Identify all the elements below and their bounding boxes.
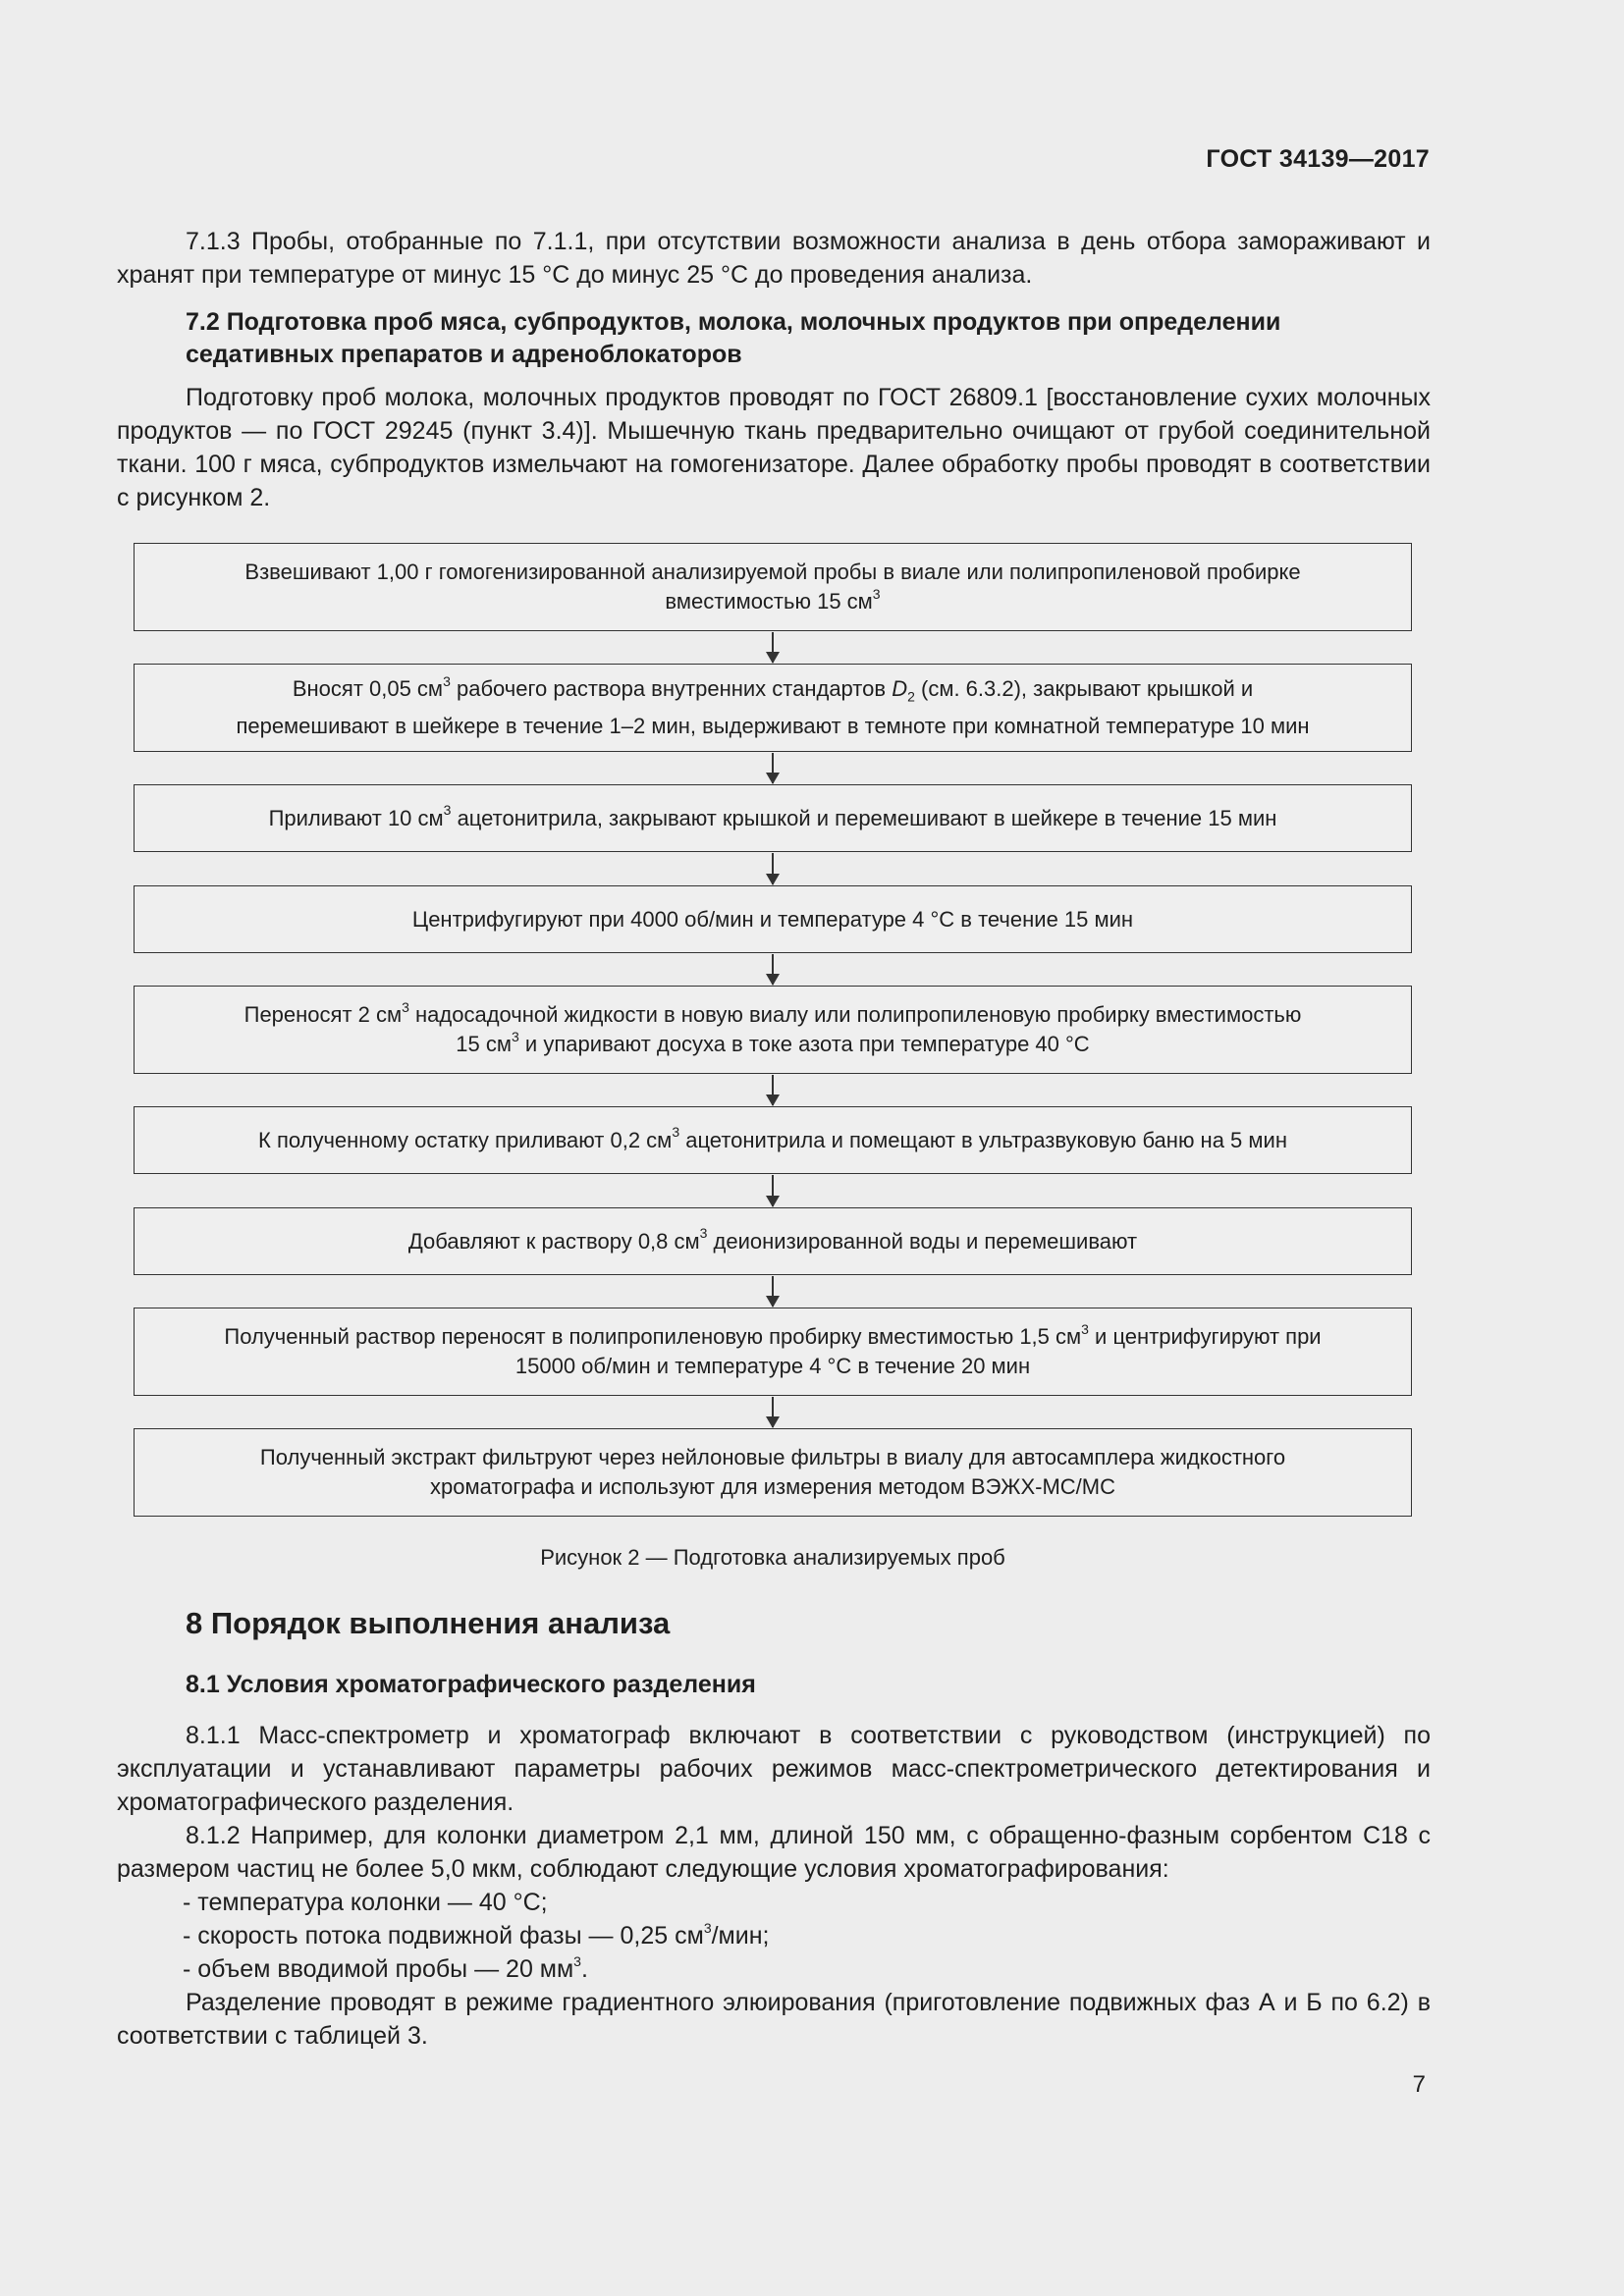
- list-item-text-end: .: [580, 1955, 588, 1983]
- section-7-2-title: 7.2 Подготовка проб мяса, субпродуктов, молока, молочных продуктов при определении седативных препаратов и адреноблокаторов: [186, 308, 1281, 368]
- flow-step-5-text-d: и упаривают досуха в токе азота при температуре 40 °С: [518, 1032, 1090, 1056]
- flow-arrow: [772, 1397, 774, 1427]
- section-8-title: 8 Порядок выполнения анализа: [186, 1606, 671, 1640]
- flow-arrow: [772, 1276, 774, 1307]
- flow-step-4: [134, 885, 1412, 953]
- flow-arrow: [772, 753, 774, 783]
- flow-step-8-text-b: и центрифугируют при: [1088, 1324, 1322, 1349]
- flow-step-8-text-a: Полученный раствор переносят в полипропиленовую пробирку вместимостью 1,5 см: [224, 1324, 1082, 1349]
- flow-step-5-text-a: Переносят 2 см: [244, 1002, 403, 1027]
- flow-step-2-text-c: (см. 6.3.2), закрывают крышкой и: [914, 676, 1254, 702]
- list-item-text: - объем вводимой пробы — 20 мм: [183, 1955, 574, 1983]
- flow-step-5-text-c: 15 см: [456, 1032, 513, 1056]
- list-item: - температура колонки — 40 °С;: [183, 1889, 548, 1916]
- flow-step-6: [134, 1106, 1412, 1174]
- flow-step-3: [134, 784, 1412, 852]
- flow-step-9: [134, 1428, 1412, 1517]
- flow-step-4-text: Центрифугируют при 4000 об/мин и температуре 4 °С в течение 15 мин: [411, 906, 1134, 932]
- list-item-text: - скорость потока подвижной фазы — 0,25 см: [183, 1922, 704, 1949]
- paragraph-7-1-3: [117, 225, 1431, 292]
- paragraph-8-1-1: 8.1.1 Масс-спектрометр и хроматограф включают в соответствии с руководством (инструкцией) по эксплуатации и устанавливают параметры рабочих режимов масс-спектрометрического детектирования и хроматографического разделения.: [117, 1722, 1431, 1816]
- section-8-1-body: [117, 1719, 1431, 1886]
- paragraph-gradient: Разделение проводят в режиме градиентного элюирования (приготовление подвижных фаз А и Б по 6.2) в соответствии с таблицей 3.: [117, 1989, 1431, 2050]
- subscript: 2: [907, 688, 915, 705]
- superscript: 3: [402, 998, 409, 1015]
- superscript: 3: [672, 1124, 680, 1141]
- list-item: [183, 1919, 769, 1952]
- superscript: 3: [703, 1919, 712, 1936]
- flow-step-9-text-b: хроматографа и используют для измерения методом ВЭЖХ-МС/МС: [429, 1474, 1116, 1499]
- flow-step-2-text-b: рабочего раствора внутренних стандартов: [450, 676, 893, 702]
- page-number: 7: [1412, 2071, 1426, 2098]
- flow-arrow: [772, 853, 774, 884]
- flow-step-9-text-a: Полученный экстракт фильтруют через нейлоновые фильтры в виалу для автосамплера жидкостного: [259, 1445, 1286, 1469]
- conditions-list: [183, 1886, 769, 1986]
- superscript: 3: [443, 802, 452, 819]
- section-7-2-body: [117, 381, 1431, 514]
- flow-step-1: [134, 543, 1412, 631]
- superscript: 3: [443, 672, 451, 689]
- paragraph-8-1-2: 8.1.2 Например, для колонки диаметром 2,1 мм, длиной 150 мм, с обращенно-фазным сорбентом С18 с размером частиц не более 5,0 мкм, соблюдают следующие условия хроматографирования:: [117, 1822, 1431, 1883]
- flow-step-7-text-b: деионизированной воды и перемешивают: [707, 1228, 1138, 1254]
- flow-step-2-text-e: перемешивают в шейкере в течение 1–2 мин, выдерживают в темноте при комнатной температуре 10 мин: [236, 713, 1310, 738]
- doc-code-header: ГОСТ 34139—2017: [1206, 145, 1430, 173]
- figure-caption: Рисунок 2 — Подготовка анализируемых проб: [540, 1545, 1005, 1570]
- flow-arrow: [772, 1175, 774, 1206]
- section-7-2-body-text: Подготовку проб молока, молочных продуктов проводят по ГОСТ 26809.1 [восстановление сухих молочных продуктов — по ГОСТ 29245 (пункт 3.4)]. Мышечную ткань предварительно очищают от грубой соединительной ткани. 100 г мяса, субпродуктов измельчают на гомогенизаторе. Далее обработку пробы проводят в соответствии с рисунком 2.: [117, 384, 1431, 511]
- flow-step-3-text-a: Приливают 10 см: [268, 805, 444, 830]
- superscript: 3: [872, 585, 881, 602]
- flow-step-1-line1: Взвешивают 1,00 г гомогенизированной анализируемой пробы в виале или полипропиленовой пробирке: [244, 560, 1301, 584]
- flow-step-8: [134, 1308, 1412, 1396]
- flow-step-8-text-c: 15000 об/мин и температуре 4 °С в течение 20 мин: [514, 1354, 1031, 1378]
- flow-step-6-text-a: К полученному остатку приливают 0,2 см: [258, 1127, 673, 1152]
- flow-step-7-text-a: Добавляют к раствору 0,8 см: [407, 1228, 700, 1254]
- gradient-paragraph: [117, 1986, 1431, 2053]
- flow-step-7: [134, 1207, 1412, 1275]
- flow-arrow: [772, 1075, 774, 1105]
- list-item-text-end: /мин;: [711, 1922, 770, 1949]
- flow-step-1-line2: вместимостью 15 см: [665, 589, 873, 614]
- superscript: 3: [1081, 1320, 1089, 1337]
- list-item: [183, 1952, 769, 1986]
- flow-step-6-text-b: ацетонитрила и помещают в ультразвуковую баню на 5 мин: [679, 1127, 1287, 1152]
- flow-step-2: [134, 664, 1412, 752]
- flow-step-2-text-a: Вносят 0,05 см: [292, 676, 444, 702]
- symbol-d: D: [892, 676, 908, 702]
- flow-step-5: [134, 986, 1412, 1074]
- flow-arrow: [772, 954, 774, 985]
- section-8-1-title: 8.1 Условия хроматографического разделения: [186, 1671, 756, 1698]
- flow-arrow: [772, 632, 774, 663]
- flow-step-5-text-b: надосадочной жидкости в новую виалу или полипропиленовую пробирку вместимостью: [408, 1002, 1302, 1027]
- superscript: 3: [512, 1028, 519, 1044]
- superscript: 3: [699, 1225, 708, 1242]
- paragraph-7-1-3-text: 7.1.3 Пробы, отобранные по 7.1.1, при отсутствии возможности анализа в день отбора замораживают и хранят при температуре от минус 15 °С до минус 25 °С до проведения анализа.: [117, 228, 1431, 289]
- superscript: 3: [573, 1952, 581, 1969]
- flow-step-3-text-b: ацетонитрила, закрывают крышкой и перемешивают в шейкере в течение 15 мин: [451, 805, 1277, 830]
